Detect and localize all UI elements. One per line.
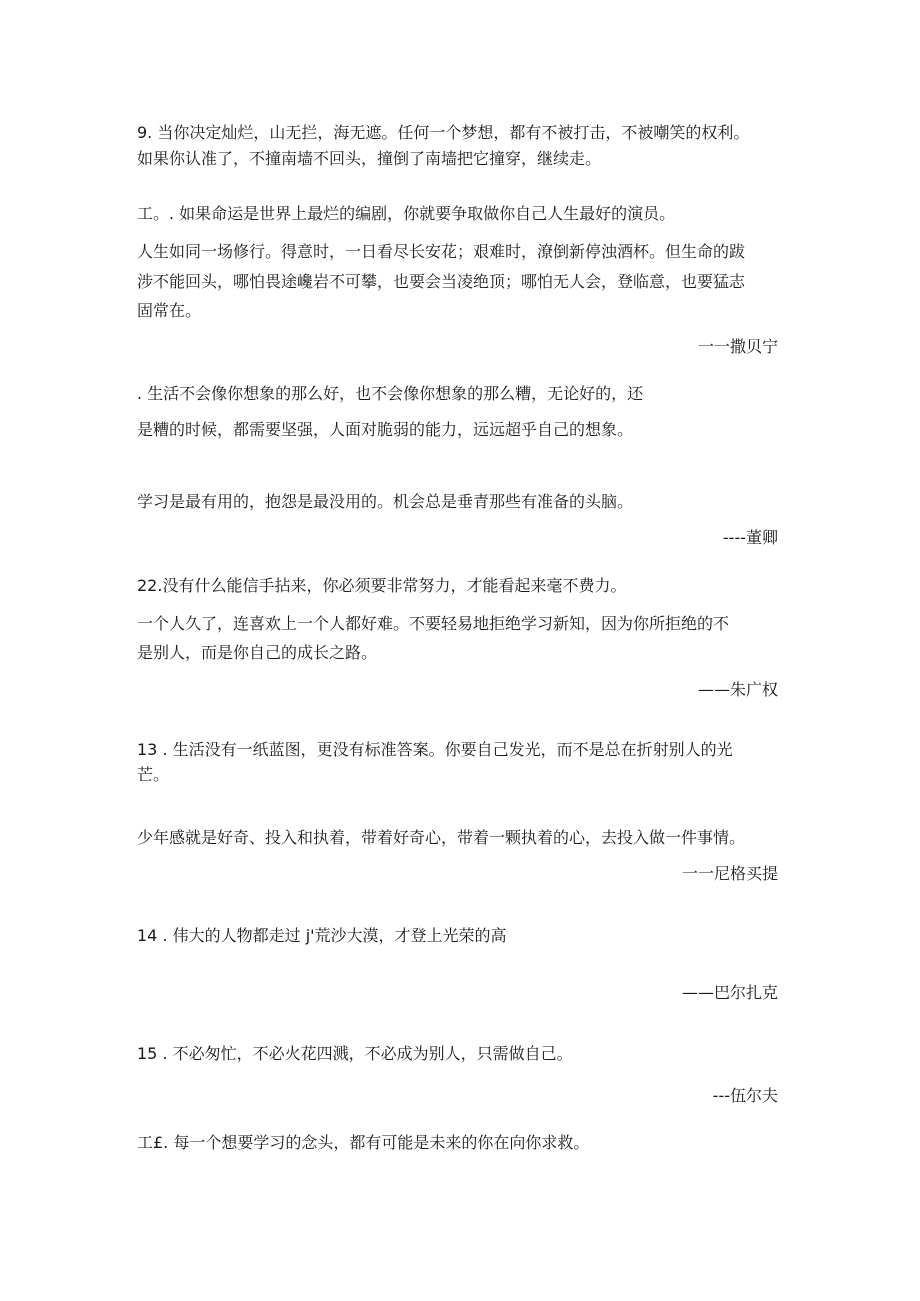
quote-line: 13 . 生活没有一纸蓝图，更没有标准答案。你要自己发光，而不是总在折射别人的光 (137, 740, 733, 759)
quote-author: ----董卿 (722, 528, 778, 547)
quote-author: ---伍尔夫 (712, 1086, 778, 1105)
quote-line: 是糟的时候，都需要坚强，人面对脆弱的能力，远远超乎自己的想象。 (137, 420, 634, 439)
quote-line: 是别人，而是你自己的成长之路。 (137, 643, 378, 662)
quote-author: ——朱广权 (697, 680, 778, 699)
quote-line: 工£. 每一个想要学习的念头，都有可能是未来的你在向你求救。 (137, 1133, 590, 1152)
quote-line: 9. 当你决定灿烂，山无拦，海无遮。任何一个梦想，都有不被打击，不被嘲笑的权利。 (137, 123, 750, 142)
quote-author: 一一撒贝宁 (697, 337, 778, 356)
quote-line: 学习是最有用的，抱怨是最没用的。机会总是垂青那些有准备的头脑。 (137, 492, 634, 511)
quote-author: 一一尼格买提 (681, 864, 778, 883)
quote-line: 工。. 如果命运是世界上最烂的编剧，你就要争取做你自己人生最好的演员。 (137, 204, 676, 223)
quote-line: 一个人久了，连喜欢上一个人都好难。不要轻易地拒绝学习新知，因为你所拒绝的不 (137, 614, 730, 633)
quote-line: 22.没有什么能信手拈来，你必须要非常努力，才能看起来毫不费力。 (137, 576, 627, 595)
quote-line: 如果你认准了，不撞南墙不回头，撞倒了南墙把它撞穿，继续走。 (137, 149, 602, 168)
quote-line: 芒。 (137, 765, 170, 784)
quote-line: 涉不能回头，哪怕畏途巉岩不可攀，也要会当凌绝顶；哪怕无人会，登临意，也要猛志 (137, 272, 746, 291)
quote-line: 14 . 伟大的人物都走过 j'荒沙大漠，才登上光荣的高 (137, 926, 507, 945)
quote-line: 人生如同一场修行。得意时，一日看尽长安花；艰难时，潦倒新停浊酒杯。但生命的跋 (137, 242, 746, 261)
quote-author: ——巴尔扎克 (681, 983, 778, 1002)
quote-line: 固常在。 (137, 301, 202, 320)
quote-line: 15 . 不必匆忙，不必火花四溅，不必成为别人，只需做自己。 (137, 1044, 573, 1063)
quote-line: 少年感就是好奇、投入和执着，带着好奇心，带着一颗执着的心，去投入做一件事情。 (137, 828, 746, 847)
quote-line: . 生活不会像你想象的那么好，也不会像你想象的那么糟，无论好的，还 (137, 384, 644, 403)
